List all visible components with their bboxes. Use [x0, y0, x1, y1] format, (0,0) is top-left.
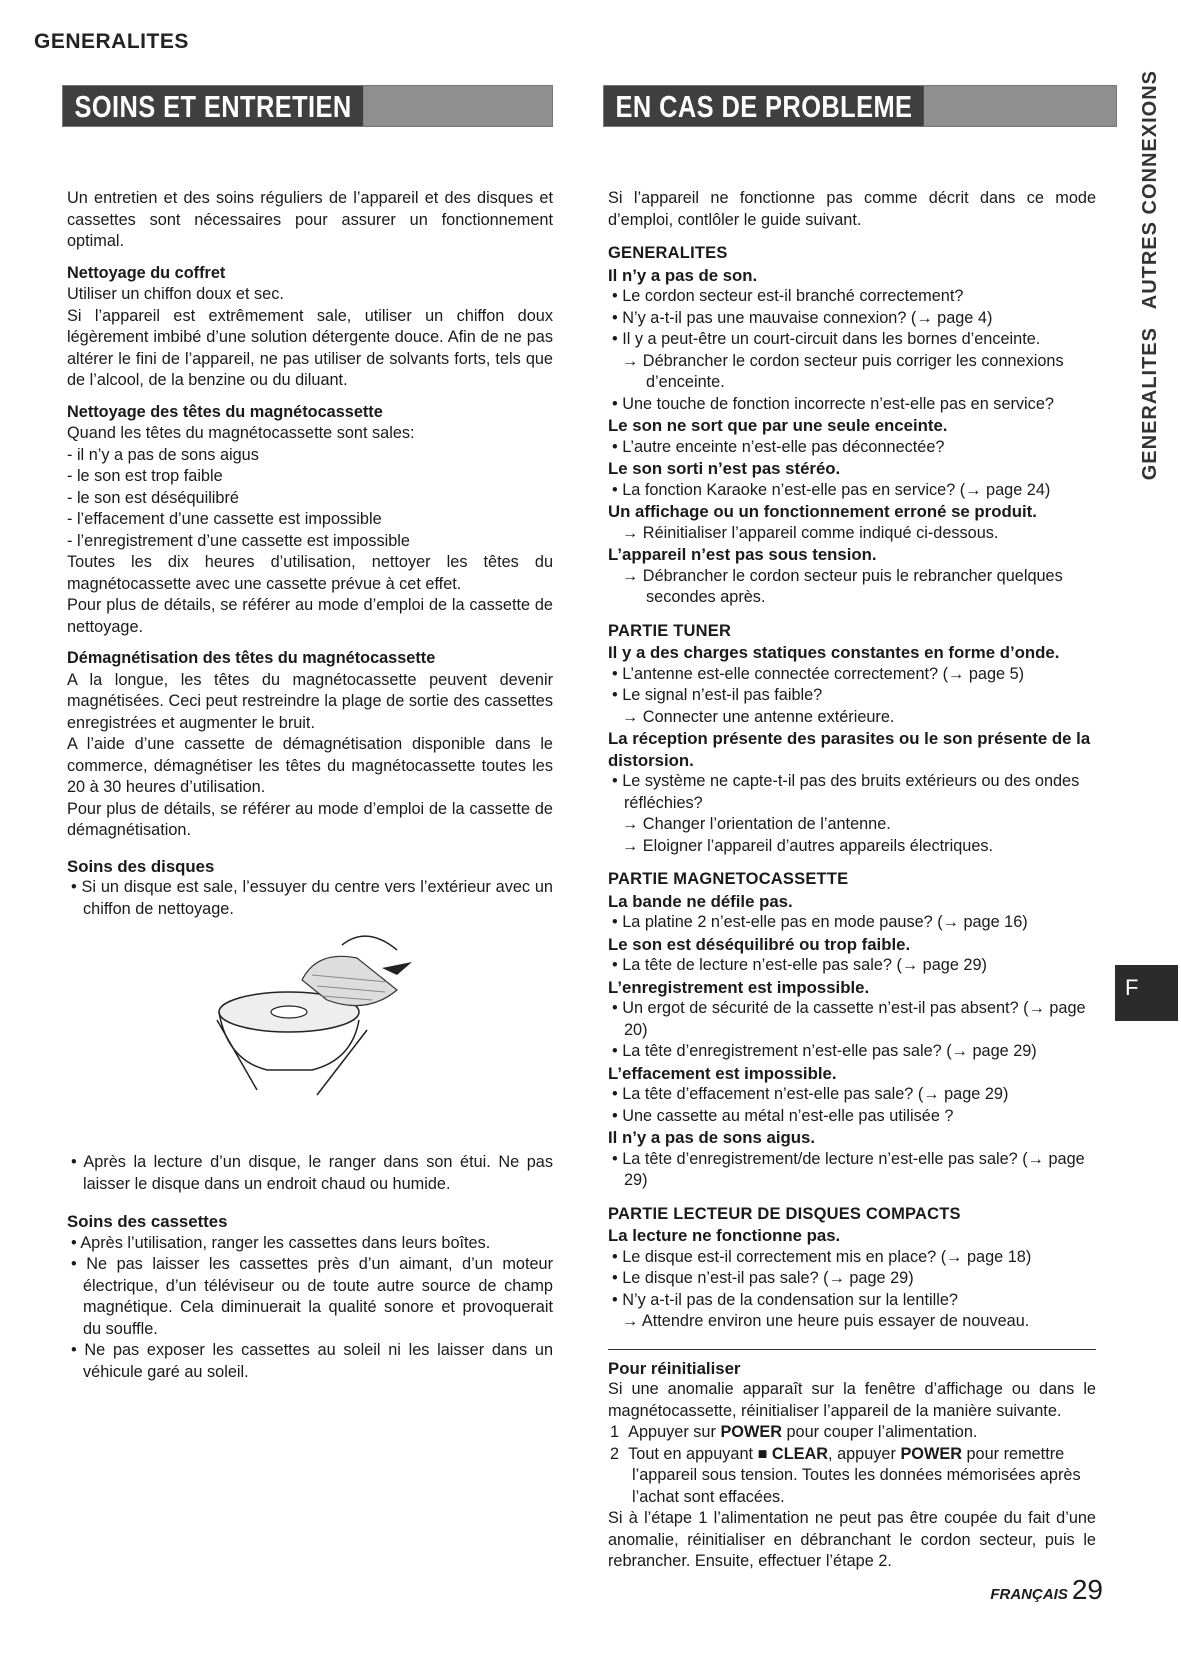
text: Appuyer sur: [628, 1423, 721, 1441]
right-banner-title: EN CAS DE PROBLEME: [604, 86, 924, 126]
left-banner: [62, 85, 553, 127]
bullet: • La tête d’enregistrement n’est-elle pas sale? (→ page 29): [612, 1042, 1037, 1060]
heading-cassettes: Soins des cassettes: [67, 1212, 228, 1231]
step-number: 1: [610, 1423, 620, 1441]
list-item: - il n’y a pas de sons aigus: [67, 445, 259, 464]
page-number: 29: [1071, 1574, 1103, 1605]
problem-heading: Le son est déséquilibré ou trop faible.: [608, 934, 911, 954]
reset-step-2: [608, 1444, 1096, 1509]
bullet: • La tête d’effacement n’est-elle pas sale? (→ page 29): [612, 1085, 1009, 1103]
problem-heading: L’effacement est impossible.: [608, 1063, 837, 1083]
bullet: • Il y a peut-être un court-circuit dans les bornes d’enceinte.: [612, 330, 1041, 348]
bullet: • Ne pas laisser les cassettes près d’un aimant, d’un moteur électrique, d’un téléviseur ou de toute autre source de champ magnétique. Cela diminuerait la qualité sonore et provoquerait du souffle.: [71, 1255, 553, 1338]
text: Si l’appareil est extrêmement sale, utiliser un chiffon doux légèrement imbibé d’une solution détergente douce. Afin de ne pas altérer le fini de l’appareil, ne pas utiliser de solvants forts, tels que de l’alcool, de la benzine ou du diluant.: [67, 306, 553, 389]
bullet: • L’autre enceinte n’est-elle pas déconnectée?: [612, 437, 945, 456]
bullet: • Le disque n’est-il pas sale? (→ page 29): [612, 1269, 914, 1287]
text: pour remettre l’appareil sous tension. Toutes les données mémorisées après l’achat sont effacées.: [632, 1444, 1081, 1506]
problem-heading: La réception présente des parasites ou le son présente de la distorsion.: [608, 729, 1091, 770]
reset-heading: Pour réinitialiser: [608, 1358, 741, 1378]
list-item: - l’enregistrement d’une cassette est impossible: [67, 531, 410, 550]
heading-disques: Soins des disques: [67, 856, 215, 876]
problem-heading: La lecture ne fonctionne pas.: [608, 1226, 841, 1245]
remedy: → Débrancher le cordon secteur puis corriger les connexions d’enceinte.: [622, 351, 1064, 391]
right-banner: [603, 85, 1117, 127]
intro-text: Si l’appareil ne fonctionne pas comme décrit dans ce mode d’emploi, contlôler le guide suivant.: [608, 189, 1096, 229]
problem-heading: Un affichage ou un fonctionnement erroné se produit.: [608, 502, 1037, 521]
clear-key-label: ■ CLEAR: [757, 1444, 829, 1463]
bullet: • Le signal n’est-il pas faible?: [612, 686, 823, 704]
left-column: [67, 188, 553, 1383]
text: Si à l’étape 1 l’alimentation ne peut pas être coupée du fait d’une anomalie, réinitialiser en débranchant le cordon secteur, puis le rebrancher. Ensuite, effectuer l’étape 2.: [608, 1509, 1096, 1570]
problem-heading: Il n’y a pas de son.: [608, 265, 758, 285]
section-tag: GENERALITES: [34, 30, 189, 53]
right-column: [608, 188, 1096, 1573]
reset-step-1: [608, 1422, 1096, 1444]
divider: [608, 1349, 1096, 1350]
problem-heading: La bande ne défile pas.: [608, 891, 793, 911]
page-footer: [990, 1574, 1103, 1606]
problem-heading: Il n’y a pas de sons aigus.: [608, 1128, 816, 1147]
text: , appuyer: [828, 1444, 901, 1463]
remedy: → Changer l’orientation de l’antenne.: [622, 815, 891, 833]
section-title-generalites: GENERALITES: [608, 244, 728, 262]
bullet: • Le système ne capte-t-il pas des bruits extérieurs ou des ondes réfléchies?: [612, 772, 1080, 812]
text: Pour plus de détails, se référer au mode d’emploi de la cassette de nettoyage.: [67, 596, 553, 636]
problem-heading: Le son sorti n’est pas stéréo.: [608, 459, 841, 478]
text: pour couper l’alimentation.: [781, 1423, 978, 1441]
bullet: • Une touche de fonction incorrecte n’est-elle pas en service?: [612, 394, 1054, 413]
bullet: • Une cassette au métal n’est-elle pas utilisée ?: [612, 1106, 954, 1125]
problem-heading: Il y a des charges statiques constantes en forme d’onde.: [608, 643, 1060, 662]
bullet: • La tête de lecture n’est-elle pas sale? (→ page 29): [612, 956, 987, 974]
remedy: → Débrancher le cordon secteur puis le rebrancher quelques secondes après.: [622, 566, 1063, 606]
remedy: → Attendre environ une heure puis essayer de nouveau.: [622, 1312, 1030, 1330]
problem-heading: L’appareil n’est pas sous tension.: [608, 545, 877, 564]
bullet: • Un ergot de sécurité de la cassette n’est-il pas absent? (→ page 20): [612, 999, 1086, 1039]
left-banner-title: SOINS ET ENTRETIEN: [63, 86, 363, 126]
bullet: • La platine 2 n’est-elle pas en mode pause? (→ page 16): [612, 913, 1028, 931]
bullet: • Ne pas exposer les cassettes au soleil ni les laisser dans un véhicule garé au soleil.: [71, 1341, 553, 1381]
section-title-magnetocassette: PARTIE MAGNETOCASSETTE: [608, 870, 849, 888]
power-key-label: POWER: [900, 1444, 962, 1463]
text: A la longue, les têtes du magnétocassette peuvent devenir magnétisées. Ceci peut restreindre la plage de sortie des cassettes enregistrées et augmenter le bruit.: [67, 670, 553, 732]
side-tabs: [1122, 70, 1178, 499]
bullet: • Si un disque est sale, l’essuyer du centre vers l’extérieur avec un chiffon de nettoyage.: [71, 878, 553, 918]
list-item: - l’effacement d’une cassette est impossible: [67, 510, 382, 528]
remedy: → Eloigner l’appareil d’autres appareils électriques.: [622, 836, 994, 855]
bullet: • La tête d’enregistrement/de lecture n’est-elle pas sale? (→ page 29): [612, 1149, 1085, 1189]
side-tab-generalites: GENERALITES: [1138, 327, 1161, 481]
disc-cleaning-drawing: [67, 920, 553, 1152]
side-tab-autres-connexions: AUTRES CONNEXIONS: [1138, 70, 1161, 310]
problem-heading: L’enregistrement est impossible.: [608, 977, 870, 997]
intro-text: Un entretien et des soins réguliers de l’appareil et des disques et cassettes sont nécessaires pour assurer un fonctionnement optimal.: [67, 189, 553, 250]
bullet: • Après la lecture d’un disque, le ranger dans son étui. Ne pas laisser le disque dans un endroit chaud ou humide.: [71, 1153, 553, 1193]
list-item: - le son est déséquilibré: [67, 488, 239, 507]
text: Utiliser un chiffon doux et sec.: [67, 285, 284, 303]
bullet: • La fonction Karaoke n’est-elle pas en service? (→ page 24): [612, 480, 1051, 499]
bullet: • Après l’utilisation, ranger les cassettes dans leurs boîtes.: [71, 1233, 491, 1252]
disc-cleaning-illustration: [67, 920, 553, 1152]
step-number: 2: [610, 1444, 620, 1463]
heading-tetes: Nettoyage des têtes du magnétocassette: [67, 402, 383, 421]
text: Pour plus de détails, se référer au mode d’emploi de la cassette de démagnétisation.: [67, 799, 553, 839]
power-key-label: POWER: [720, 1423, 782, 1441]
problem-heading: Le son ne sort que par une seule enceinte.: [608, 416, 948, 435]
bullet: • N’y a-t-il pas de la condensation sur la lentille?: [612, 1290, 958, 1309]
list-item: - le son est trop faible: [67, 467, 223, 485]
text: Tout en appuyant: [628, 1444, 758, 1463]
bullet: • L’antenne est-elle connectée correctement? (→ page 5): [612, 664, 1025, 683]
bullet: • Le cordon secteur est-il branché correctement?: [612, 287, 964, 305]
section-title-cd: PARTIE LECTEUR DE DISQUES COMPACTS: [608, 1204, 961, 1223]
text: Si une anomalie apparaît sur la fenêtre d’affichage ou dans le magnétocassette, réinitialiser l’appareil de la manière suivante.: [608, 1380, 1096, 1420]
text: Toutes les dix heures d’utilisation, nettoyer les têtes du magnétocassette avec une cassette prévue à cet effet.: [67, 553, 553, 593]
heading-coffret: Nettoyage du coffret: [67, 263, 226, 282]
heading-demagnetisation: Démagnétisation des têtes du magnétocassette: [67, 649, 436, 667]
remedy: → Réinitialiser l’appareil comme indiqué ci-dessous.: [622, 523, 999, 542]
section-title-tuner: PARTIE TUNER: [608, 621, 732, 640]
language-tab: F: [1115, 965, 1178, 1021]
remedy: → Connecter une antenne extérieure.: [622, 707, 895, 726]
bullet: • Le disque est-il correctement mis en place? (→ page 18): [612, 1247, 1032, 1266]
text: Quand les têtes du magnétocassette sont sales:: [67, 424, 415, 442]
bullet: • N’y a-t-il pas une mauvaise connexion? (→ page 4): [612, 308, 993, 327]
text: A l’aide d’une cassette de démagnétisation disponible dans le commerce, démagnétiser les têtes du magnétocassette toutes les 20 à 30 heures d’utilisation.: [67, 735, 553, 796]
footer-language: FRANÇAIS: [990, 1586, 1068, 1603]
